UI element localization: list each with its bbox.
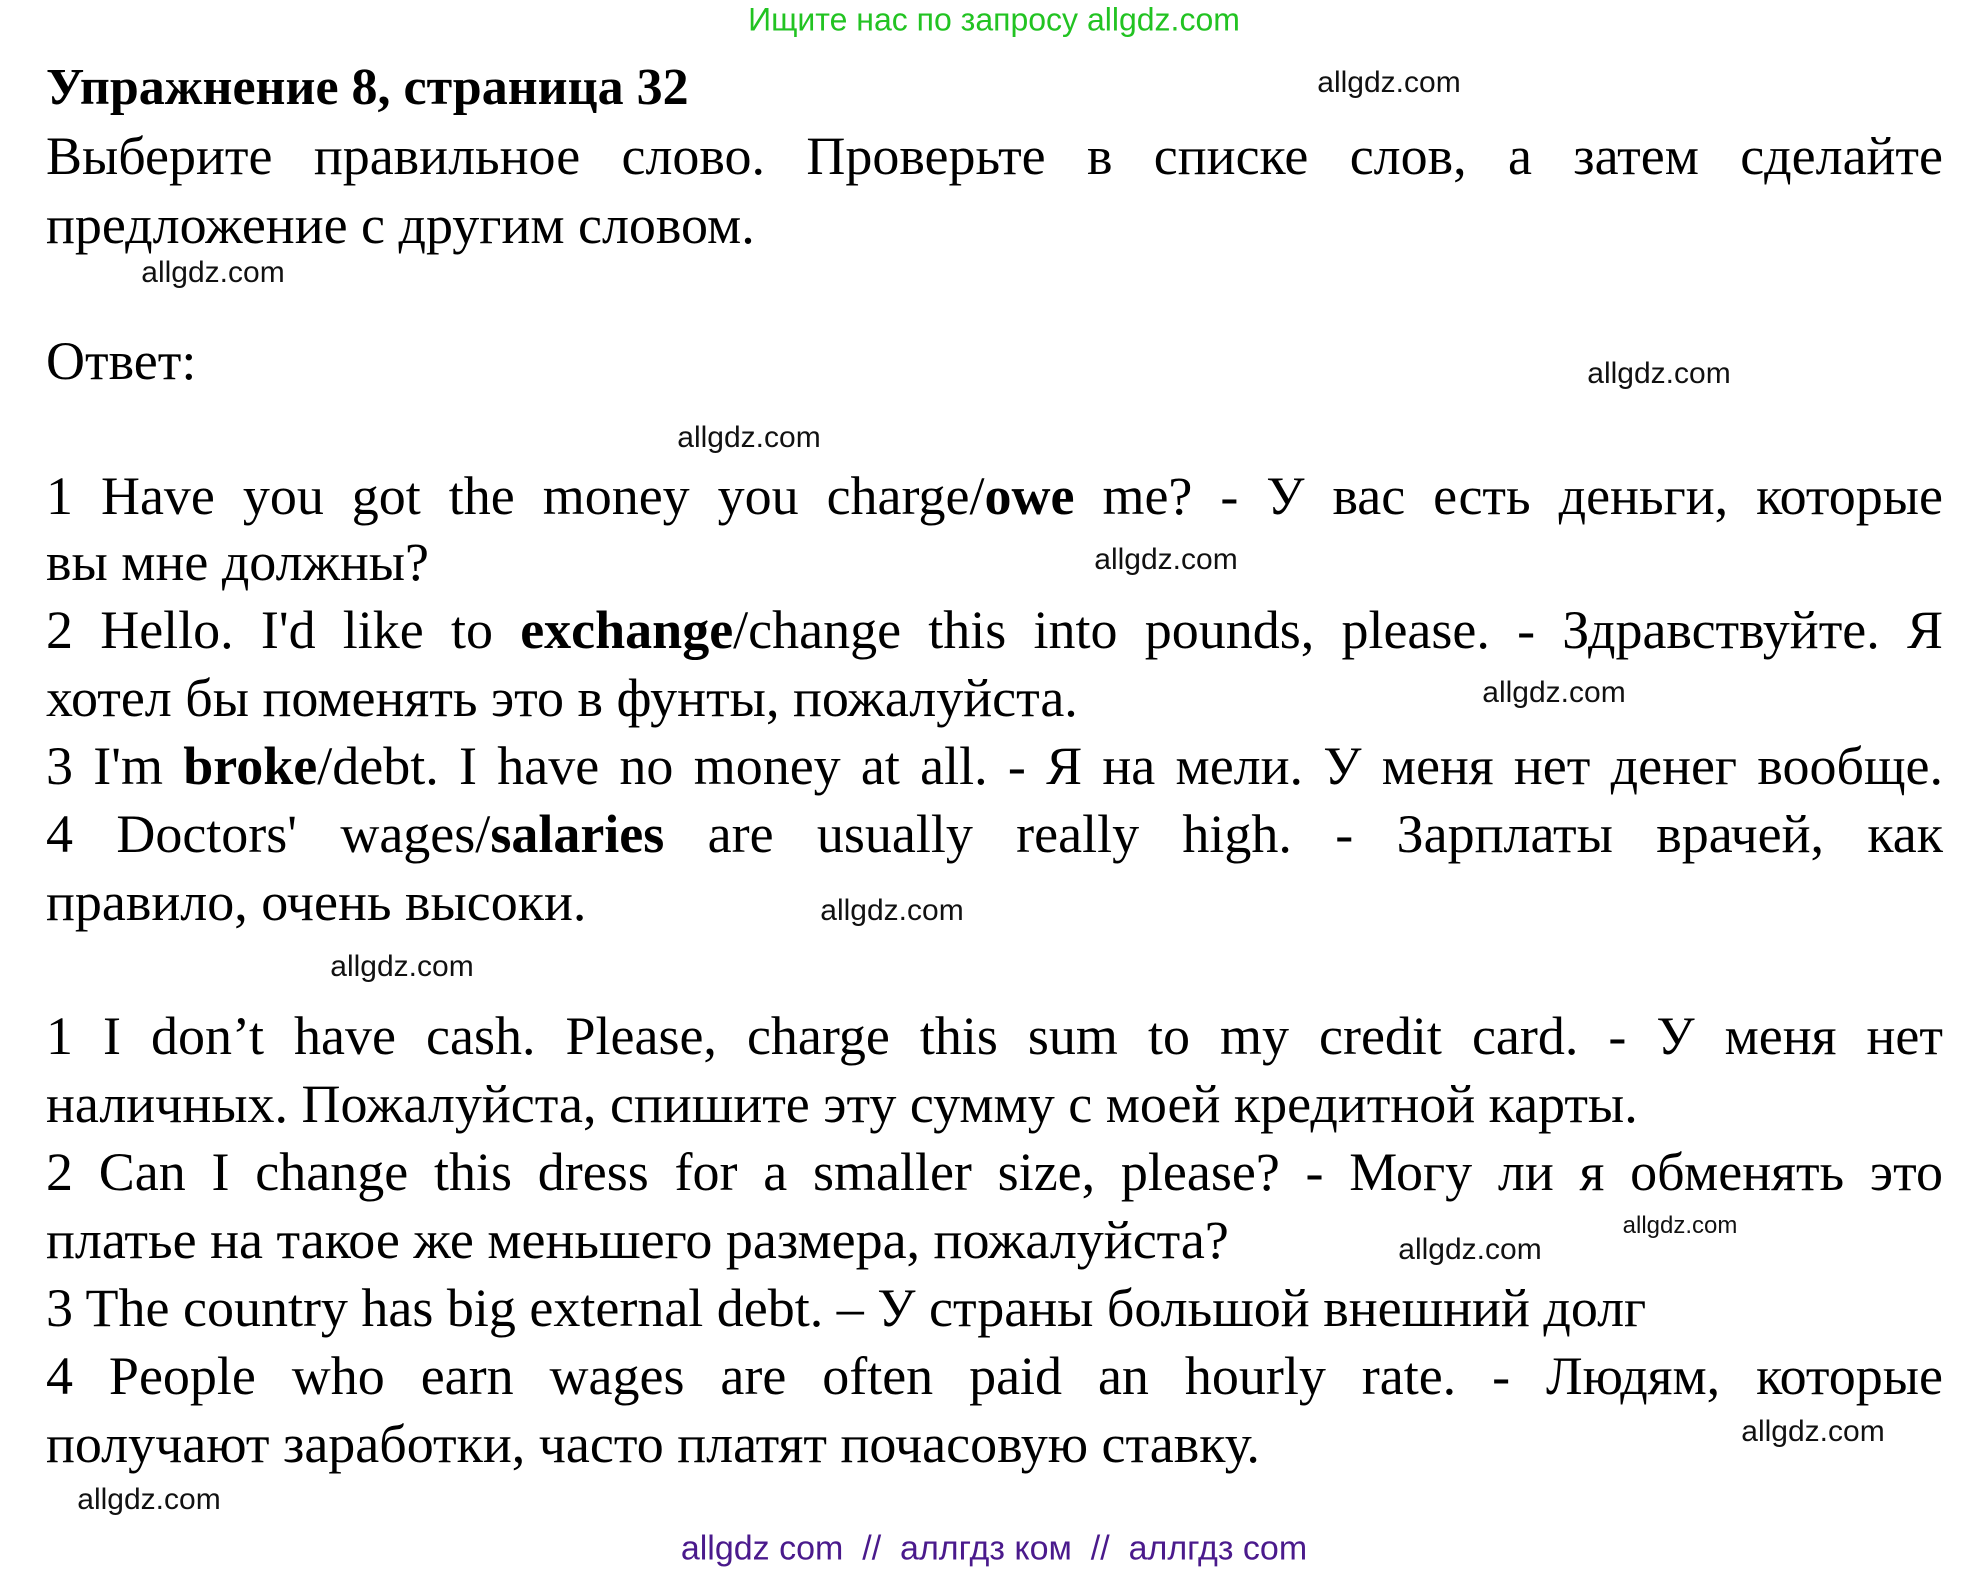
watermark: allgdz.com (1587, 357, 1731, 390)
sentence-line: платье на такое же меньшего размера, пожалуйста? (46, 1210, 1229, 1270)
answer-line: 3 I'm broke/debt. I have no money at all. - Я на мели. У меня нет денег вообще. (46, 736, 1943, 796)
watermark: allgdz.com (330, 950, 474, 983)
watermark: allgdz.com (1482, 676, 1626, 709)
sentence-line: 2 Can I change this dress for a smaller size, please? - Могу ли я обменять это (46, 1142, 1943, 1202)
watermark: allgdz.com (1398, 1233, 1542, 1266)
answer-line: хотел бы поменять это в фунты, пожалуйста. (46, 668, 1078, 728)
watermark: allgdz.com (141, 256, 285, 289)
sentence-line: 3 The country has big external debt. – У страны большой внешний долг (46, 1278, 1647, 1338)
search-banner: Ищите нас по запросу allgdz.com (748, 1, 1240, 38)
answer-line: 4 Doctors' wages/salaries are usually really high. - Зарплаты врачей, как (46, 804, 1943, 864)
sentence-line: 4 People who earn wages are often paid an hourly rate. - Людям, которые (46, 1346, 1943, 1406)
answer-line: 1 Have you got the money you charge/owe me? - У вас есть деньги, которые (46, 466, 1944, 526)
watermark: allgdz.com (77, 1483, 221, 1516)
answer-line: вы мне должны? (46, 532, 429, 592)
footer-link[interactable]: allgdz com // аллгдз ком // аллгдз com (680, 1529, 1308, 1568)
sentence-line: 1 I don’t have cash. Please, charge this sum to my credit card. - У меня нет (46, 1006, 1943, 1066)
task-line: предложение с другим словом. (46, 195, 755, 255)
watermark: allgdz.com (1094, 543, 1238, 576)
watermark: allgdz.com (1317, 66, 1461, 99)
sentence-line: наличных. Пожалуйста, спишите эту сумму с моей кредитной карты. (46, 1074, 1638, 1134)
watermark: allgdz.com (1741, 1415, 1885, 1448)
watermark: allgdz.com (677, 421, 821, 454)
answer-line: 2 Hello. I'd like to exchange/change this into pounds, please. - Здравствуйте. Я (46, 600, 1943, 660)
watermark: allgdz.com (1622, 1212, 1738, 1239)
answer-label: Ответ: (46, 331, 197, 391)
watermark: allgdz.com (820, 894, 964, 927)
task-line: Выберите правильное слово. Проверьте в списке слов, а затем сделайте (46, 126, 1943, 186)
page-title: Упражнение 8, страница 32 (46, 59, 689, 116)
answer-line: правило, очень высоки. (46, 872, 587, 932)
sentence-line: получают заработки, часто платят почасовую ставку. (46, 1414, 1260, 1474)
